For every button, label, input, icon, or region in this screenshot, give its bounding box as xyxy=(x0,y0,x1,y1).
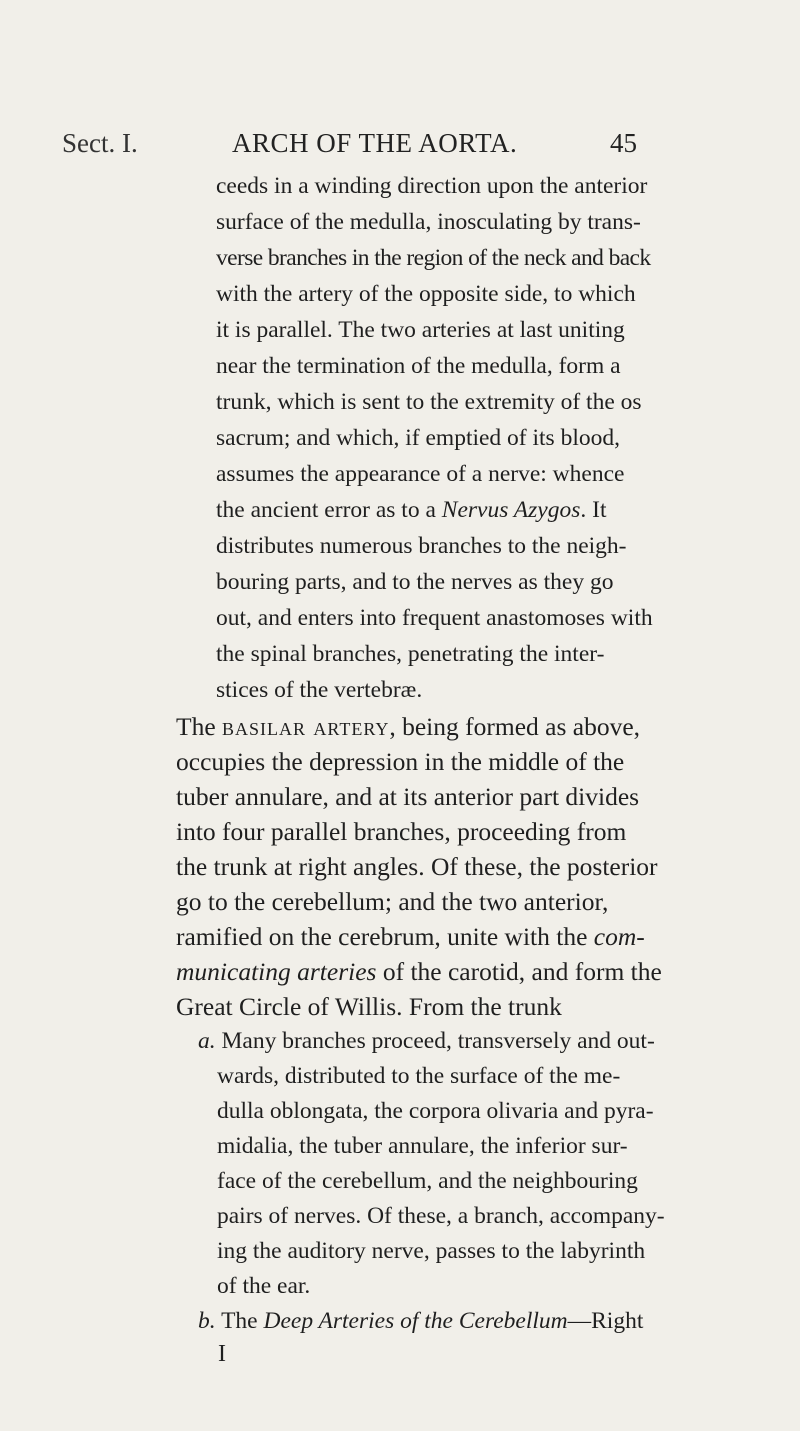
italic-term: municating arteries xyxy=(176,957,377,986)
text-line: pairs of nerves. Of these, a branch, accompany- xyxy=(217,1203,665,1229)
list-label: b. xyxy=(198,1308,216,1334)
text-line: tuber annulare, and at its anterior part divides xyxy=(176,782,640,811)
list-label: a. xyxy=(198,1028,216,1054)
text-line: near the termination of the medulla, form a xyxy=(216,353,621,379)
text-line: assumes the appearance of a nerve: whence xyxy=(216,461,625,487)
text-line: a. Many branches proceed, transversely and out- xyxy=(198,1028,655,1054)
text-line: occupies the depression in the middle of the xyxy=(176,747,625,776)
text-line: face of the cerebellum, and the neighbouring xyxy=(217,1168,638,1194)
text-line: municating arteries of the carotid, and form the xyxy=(176,957,662,986)
smallcaps-term: basilar artery xyxy=(222,712,390,741)
italic-term: Nervus Azygos xyxy=(441,497,581,523)
running-header xyxy=(0,128,800,168)
text-line: ceeds in a winding direction upon the anterior xyxy=(216,173,648,199)
text-line: The basilar artery, being formed as above, xyxy=(176,712,641,741)
text-line: distributes numerous branches to the neigh- xyxy=(216,533,627,559)
page-title: ARCH OF THE AORTA. xyxy=(232,128,518,158)
text-line: of the ear. xyxy=(217,1273,311,1299)
text-line: out, and enters into frequent anastomoses with xyxy=(216,605,653,631)
text-line: the ancient error as to a Nervus Azygos. It xyxy=(216,497,607,523)
text-line: sacrum; and which, if emptied of its blood, xyxy=(216,425,620,451)
text-line: ing the auditory nerve, passes to the labyrinth xyxy=(217,1238,646,1264)
text-line: go to the cerebellum; and the two anterior, xyxy=(176,887,609,916)
text-line: the spinal branches, penetrating the inter- xyxy=(216,641,605,667)
text-line: Great Circle of Willis. From the trunk xyxy=(176,992,562,1021)
text-line: b. The Deep Arteries of the Cerebellum—Right xyxy=(198,1308,644,1334)
text-line: stices of the vertebræ. xyxy=(216,677,423,703)
italic-term: com- xyxy=(593,922,645,951)
text-line: surface of the medulla, inosculating by trans- xyxy=(216,209,641,235)
text-line: wards, distributed to the surface of the me- xyxy=(217,1063,621,1089)
section-label: Sect. I. xyxy=(62,128,138,158)
page-number: 45 xyxy=(610,128,637,158)
text-line: it is parallel. The two arteries at last uniting xyxy=(216,317,625,343)
text-line: midalia, the tuber annulare, the inferior sur- xyxy=(217,1133,628,1159)
text-line: trunk, which is sent to the extremity of the os xyxy=(216,389,642,415)
text-line: ramified on the cerebrum, unite with the com- xyxy=(176,922,645,951)
text-line: the trunk at right angles. Of these, the posterior xyxy=(176,852,658,881)
signature-mark: I xyxy=(218,1341,226,1367)
text-line: with the artery of the opposite side, to which xyxy=(216,281,636,307)
text-line: verse branches in the region of the neck and back xyxy=(216,245,651,271)
text-line: dulla oblongata, the corpora olivaria and pyra- xyxy=(217,1098,654,1124)
text-line: bouring parts, and to the nerves as they go xyxy=(216,569,614,595)
italic-term: Deep Arteries of the Cerebellum xyxy=(263,1308,568,1334)
text-line: into four parallel branches, proceeding from xyxy=(176,817,627,846)
